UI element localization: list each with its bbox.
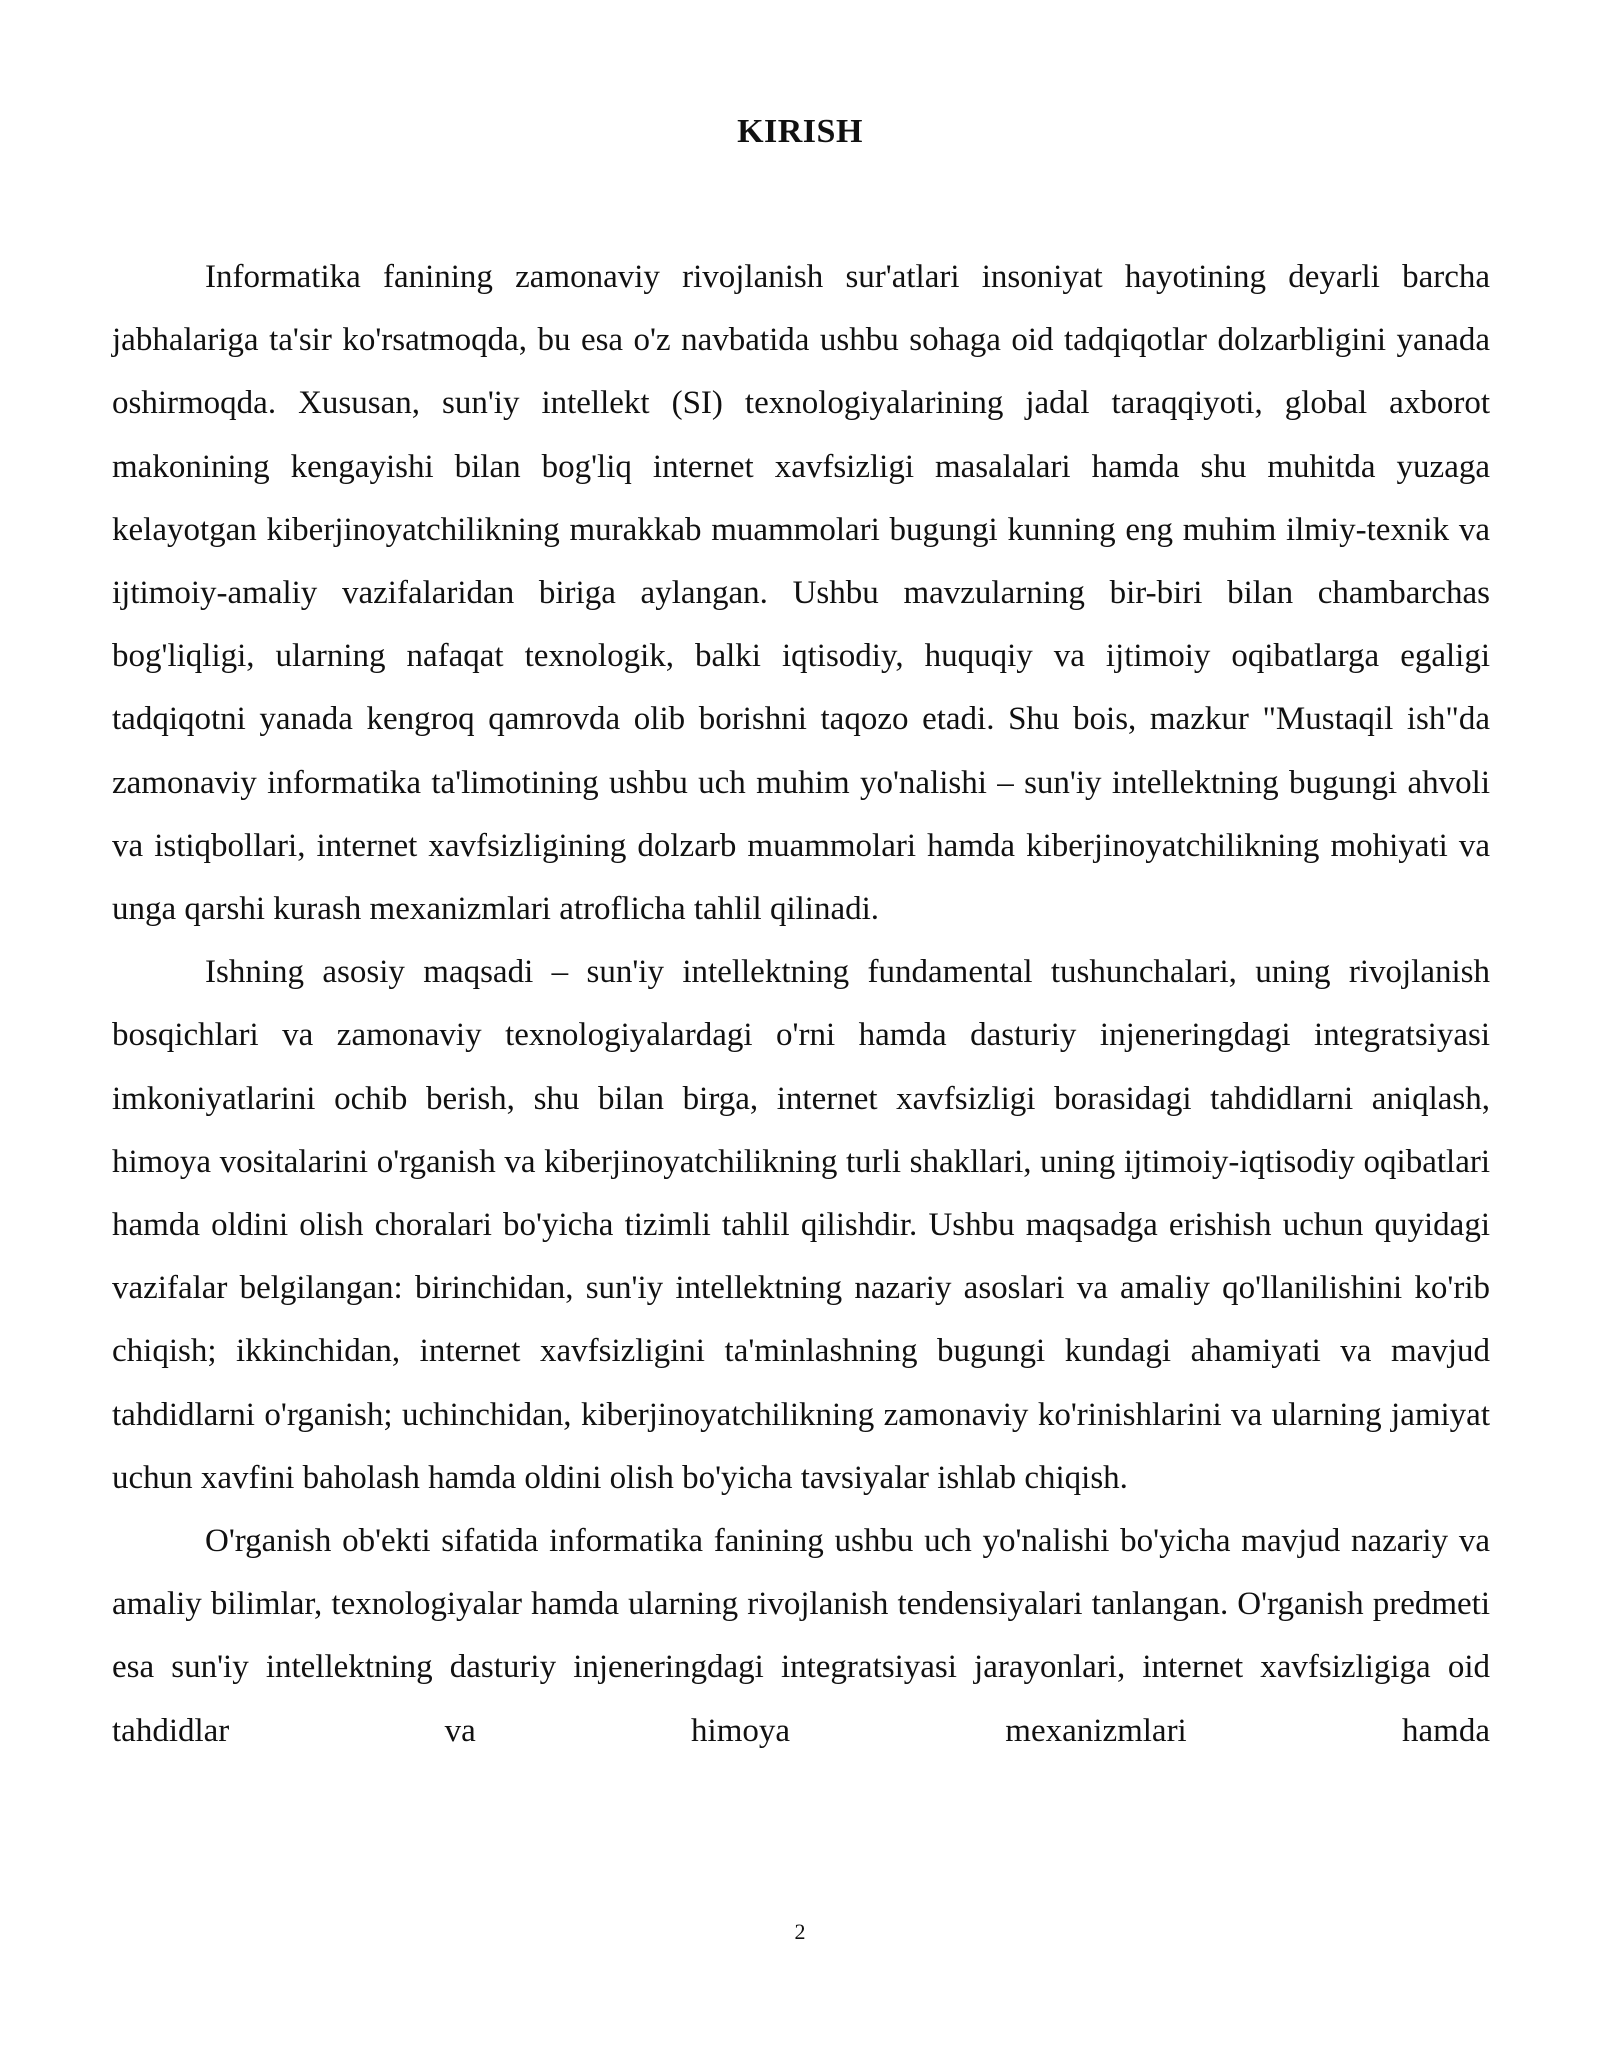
body-text <box>112 246 1490 1763</box>
page-number: 2 <box>794 1919 806 1944</box>
page-title: KIRISH <box>737 113 863 150</box>
paragraph-introduction: Informatika fanining zamonaviy rivojlanish sur'atlari insoniyat hayotining deyarli barcha jabhalariga ta'sir ko'rsatmoqda, bu esa o'z navbatida ushbu sohaga oid tadqiqotlar dolzarbligini yanada oshirmoqda. Xususan, sun'iy intellekt (SI) texnologiyalarining jadal taraqqiyoti, global axborot makonining kengayishi bilan bog'liq internet xavfsizligi masalalari hamda shu muhitda yuzaga kelayotgan kiberjinoyatchilikning murakkab muammolari bugungi kunning eng muhim ilmiy-texnik va ijtimoiy-amaliy vazifalaridan biriga aylangan. Ushbu mavzularning bir-biri bilan chambarchas bog'liqligi, ularning nafaqat texnologik, balki iqtisodiy, huquqiy va ijtimoiy oqibatlarga egaligi tadqiqotni yanada kengroq qamrovda olib borishni taqozo etadi. Shu bois, mazkur "Mustaqil ish"da zamonaviy informatika ta'limotining ushbu uch muhim yo'nalishi – sun'iy intellektning bugungi ahvoli va istiqbollari, internet xavfsizligining dolzarb muammolari hamda kiberjinoyatchilikning mohiyati va unga qarshi kurash mexanizmlari atroflicha tahlil qilinadi. <box>112 259 1490 928</box>
paragraph-goal: Ishning asosiy maqsadi – sun'iy intellektning fundamental tushunchalari, uning rivojlanish bosqichlari va zamonaviy texnologiyalardagi o'rni hamda dasturiy injeneringdagi integratsiyasi imkoniyatlarini ochib berish, shu bilan birga, internet xavfsizligi borasidagi tahdidlarni aniqlash, himoya vositalarini o'rganish va kiberjinoyatchilikning turli shakllari, uning ijtimoiy-iqtisodiy oqibatlari hamda oldini olish choralari bo'yicha tizimli tahlil qilishdir. Ushbu maqsadga erishish uchun quyidagi vazifalar belgilangan: birinchidan, sun'iy intellektning nazariy asoslari va amaliy qo'llanilishini ko'rib chiqish; ikkinchidan, internet xavfsizligini ta'minlashning bugungi kundagi ahamiyati va mavjud tahdidlarni o'rganish; uchinchidan, kiberjinoyatchilikning zamonaviy ko'rinishlarini va ularning jamiyat uchun xavfini baholash hamda oldini olish bo'yicha tavsiyalar ishlab chiqish. <box>112 954 1490 1496</box>
paragraph-object: O'rganish ob'ekti sifatida informatika fanining ushbu uch yo'nalishi bo'yicha mavjud nazariy va amaliy bilimlar, texnologiyalar hamda ularning rivojlanish tendensiyalari tanlangan. O'rganish predmeti esa sun'iy intellektning dasturiy injeneringdagi integratsiyasi jarayonlari, internet xavfsizligiga oid tahdidlar va himoya mexanizmlari hamda <box>112 1523 1490 1749</box>
